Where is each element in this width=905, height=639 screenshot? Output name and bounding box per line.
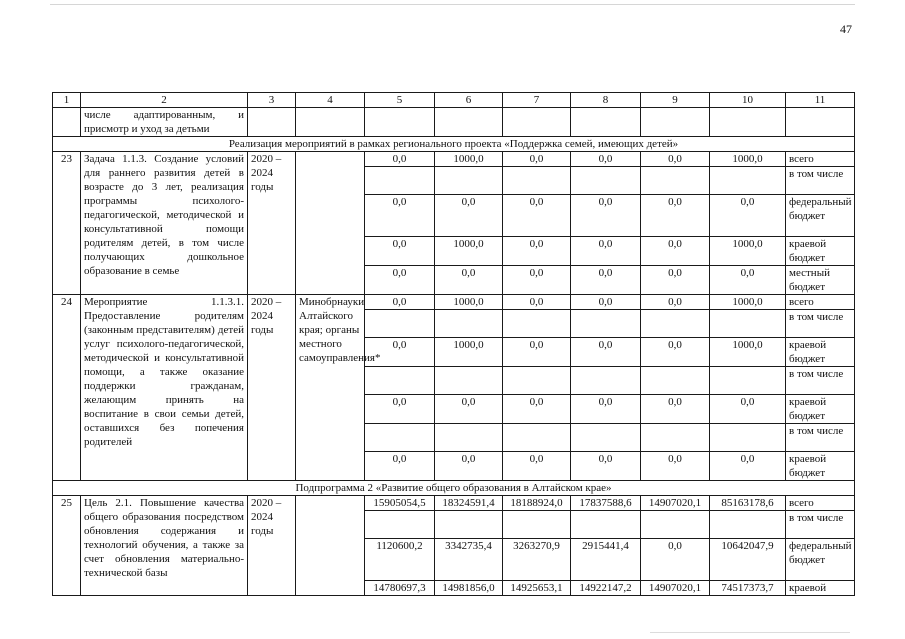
amount-cell: 0,0 (710, 266, 786, 295)
amount-cell: 0,0 (641, 266, 710, 295)
amount-cell: 0,0 (571, 395, 641, 424)
amount-cell: 14780697,3 (365, 581, 435, 596)
amount-cell: 0,0 (641, 395, 710, 424)
row-description: Задача 1.1.3. Создание условий для раннего развития детей в возрасте до 3 лет, реализация программы психолого-педагогической, методической и консультативной помощи родителям детей, в том числе получающих дошкольное образование в семье (81, 152, 248, 295)
row-period: 2020 – 2024 годы (248, 295, 296, 481)
amount-cell (641, 367, 710, 395)
amount-cell: 0,0 (571, 152, 641, 167)
scan-edge-line-bottom (650, 632, 850, 633)
amount-cell: 2915441,4 (571, 539, 641, 581)
amount-cell (503, 424, 571, 452)
continued-row (53, 108, 855, 137)
amount-cell (503, 511, 571, 539)
amount-cell (365, 367, 435, 395)
amount-cell: 18324591,4 (435, 496, 503, 511)
row-number: 25 (53, 496, 81, 596)
funding-source-label: краевой бюджет (786, 237, 855, 266)
funding-source-label: всего (786, 496, 855, 511)
amount-cell (710, 310, 786, 338)
row-executor (296, 496, 365, 596)
amount-cell (365, 310, 435, 338)
funding-source-label: в том числе (786, 511, 855, 539)
amount-cell: 0,0 (641, 539, 710, 581)
amount-cell (435, 367, 503, 395)
scan-edge-line (50, 4, 855, 5)
amount-cell (571, 367, 641, 395)
amount-cell: 85163178,6 (710, 496, 786, 511)
amount-cell: 14907020,1 (641, 496, 710, 511)
amount-cell: 1120600,2 (365, 539, 435, 581)
amount-cell (710, 367, 786, 395)
funding-source-label: федеральный бюджет (786, 539, 855, 581)
section-subprogram-2: Подпрограмма 2 «Развитие общего образования в Алтайском крае» (53, 481, 855, 496)
funding-source-label: краевой бюджет (786, 395, 855, 424)
amount-cell: 0,0 (710, 452, 786, 481)
amount-cell (641, 424, 710, 452)
row-executor (296, 152, 365, 295)
col-header-7: 7 (503, 93, 571, 108)
row-period: 2020 – 2024 годы (248, 152, 296, 295)
amount-cell (503, 310, 571, 338)
amount-cell: 0,0 (365, 452, 435, 481)
table-row (53, 496, 855, 511)
amount-cell: 14907020,1 (641, 581, 710, 596)
amount-cell: 74517373,7 (710, 581, 786, 596)
col-header-3: 3 (248, 93, 296, 108)
amount-cell: 0,0 (365, 152, 435, 167)
amount-cell: 0,0 (710, 395, 786, 424)
amount-cell: 3263270,9 (503, 539, 571, 581)
col-header-1: 1 (53, 93, 81, 108)
funding-source-label: всего (786, 295, 855, 310)
amount-cell: 0,0 (435, 395, 503, 424)
amount-cell (571, 310, 641, 338)
amount-cell: 17837588,6 (571, 496, 641, 511)
amount-cell: 0,0 (503, 237, 571, 266)
amount-cell: 1000,0 (435, 295, 503, 310)
amount-cell (435, 167, 503, 195)
amount-cell: 0,0 (710, 195, 786, 237)
amount-cell: 1000,0 (710, 338, 786, 367)
funding-source-label: федеральный бюджет (786, 195, 855, 237)
amount-cell: 18188924,0 (503, 496, 571, 511)
table-row (53, 152, 855, 167)
amount-cell: 1000,0 (435, 152, 503, 167)
amount-cell: 0,0 (571, 295, 641, 310)
amount-cell: 14925653,1 (503, 581, 571, 596)
amount-cell: 0,0 (365, 266, 435, 295)
amount-cell: 0,0 (503, 152, 571, 167)
amount-cell: 0,0 (365, 338, 435, 367)
amount-cell (435, 310, 503, 338)
amount-cell (710, 167, 786, 195)
amount-cell (641, 167, 710, 195)
amount-cell: 0,0 (503, 195, 571, 237)
col-header-11: 11 (786, 93, 855, 108)
amount-cell (710, 424, 786, 452)
amount-cell: 1000,0 (710, 237, 786, 266)
amount-cell: 0,0 (365, 237, 435, 266)
funding-source-label: в том числе (786, 310, 855, 338)
row-number: 23 (53, 152, 81, 295)
amount-cell: 0,0 (641, 338, 710, 367)
amount-cell: 0,0 (365, 295, 435, 310)
amount-cell: 1000,0 (435, 338, 503, 367)
col-header-2: 2 (81, 93, 248, 108)
row-executor: Минобрнауки Алтайского края; органы местного самоуправления* (296, 295, 365, 481)
amount-cell: 0,0 (365, 395, 435, 424)
section-regional-project: Реализация мероприятий в рамках регионального проекта «Поддержка семей, имеющих детей» (53, 137, 855, 152)
amount-cell: 0,0 (503, 266, 571, 295)
funding-source-label: в том числе (786, 424, 855, 452)
page-number: 47 (840, 22, 852, 36)
amount-cell: 3342735,4 (435, 539, 503, 581)
amount-cell: 0,0 (503, 295, 571, 310)
amount-cell: 0,0 (571, 266, 641, 295)
section-header-row (53, 137, 855, 152)
amount-cell: 0,0 (571, 237, 641, 266)
row-number: 24 (53, 295, 81, 481)
amount-cell (571, 167, 641, 195)
amount-cell: 15905054,5 (365, 496, 435, 511)
amount-cell (571, 511, 641, 539)
amount-cell (435, 424, 503, 452)
amount-cell: 1000,0 (710, 295, 786, 310)
amount-cell: 0,0 (641, 295, 710, 310)
amount-cell: 1000,0 (710, 152, 786, 167)
funding-source-label: краевой (786, 581, 855, 596)
amount-cell: 14981856,0 (435, 581, 503, 596)
amount-cell: 0,0 (571, 195, 641, 237)
amount-cell: 0,0 (641, 452, 710, 481)
amount-cell (571, 424, 641, 452)
amount-cell: 10642047,9 (710, 539, 786, 581)
amount-cell: 0,0 (503, 338, 571, 367)
amount-cell: 0,0 (435, 452, 503, 481)
amount-cell (641, 310, 710, 338)
amount-cell: 0,0 (641, 195, 710, 237)
row-description: Мероприятие 1.1.3.1. Предоставление родителям (законным представителям) детей услуг психолого-педагогической, методической и консультативной помощи, а также оказание поддержки гражданам, желающим принять на воспитание в свои семьи детей, оставшихся без попечения родителей (81, 295, 248, 481)
amount-cell (365, 424, 435, 452)
amount-cell (435, 511, 503, 539)
funding-source-label: всего (786, 152, 855, 167)
col-header-8: 8 (571, 93, 641, 108)
continued-description: числе адаптированным, и присмотр и уход за детьми (81, 108, 248, 137)
funding-source-label: краевой бюджет (786, 338, 855, 367)
col-header-4: 4 (296, 93, 365, 108)
amount-cell (365, 511, 435, 539)
funding-source-label: краевой бюджет (786, 452, 855, 481)
amount-cell (710, 511, 786, 539)
funding-source-label: в том числе (786, 167, 855, 195)
amount-cell (503, 367, 571, 395)
amount-cell: 1000,0 (435, 237, 503, 266)
amount-cell: 0,0 (435, 266, 503, 295)
amount-cell: 0,0 (571, 452, 641, 481)
row-description: Цель 2.1. Повышение качества общего образования посредством обновления содержания и технологий обучения, а также за счет обновления материально-технической базы (81, 496, 248, 596)
col-header-6: 6 (435, 93, 503, 108)
amount-cell (641, 511, 710, 539)
section-header-row (53, 481, 855, 496)
amount-cell (365, 167, 435, 195)
amount-cell: 0,0 (641, 237, 710, 266)
amount-cell: 0,0 (435, 195, 503, 237)
amount-cell: 0,0 (641, 152, 710, 167)
column-number-row (53, 93, 855, 108)
funding-source-label: в том числе (786, 367, 855, 395)
amount-cell: 14922147,2 (571, 581, 641, 596)
amount-cell: 0,0 (571, 338, 641, 367)
amount-cell: 0,0 (503, 452, 571, 481)
amount-cell: 0,0 (365, 195, 435, 237)
row-period: 2020 – 2024 годы (248, 496, 296, 596)
amount-cell: 0,0 (503, 395, 571, 424)
col-header-5: 5 (365, 93, 435, 108)
table-row (53, 295, 855, 310)
budget-table (52, 92, 855, 596)
funding-source-label: местный бюджет (786, 266, 855, 295)
col-header-9: 9 (641, 93, 710, 108)
col-header-10: 10 (710, 93, 786, 108)
amount-cell (503, 167, 571, 195)
